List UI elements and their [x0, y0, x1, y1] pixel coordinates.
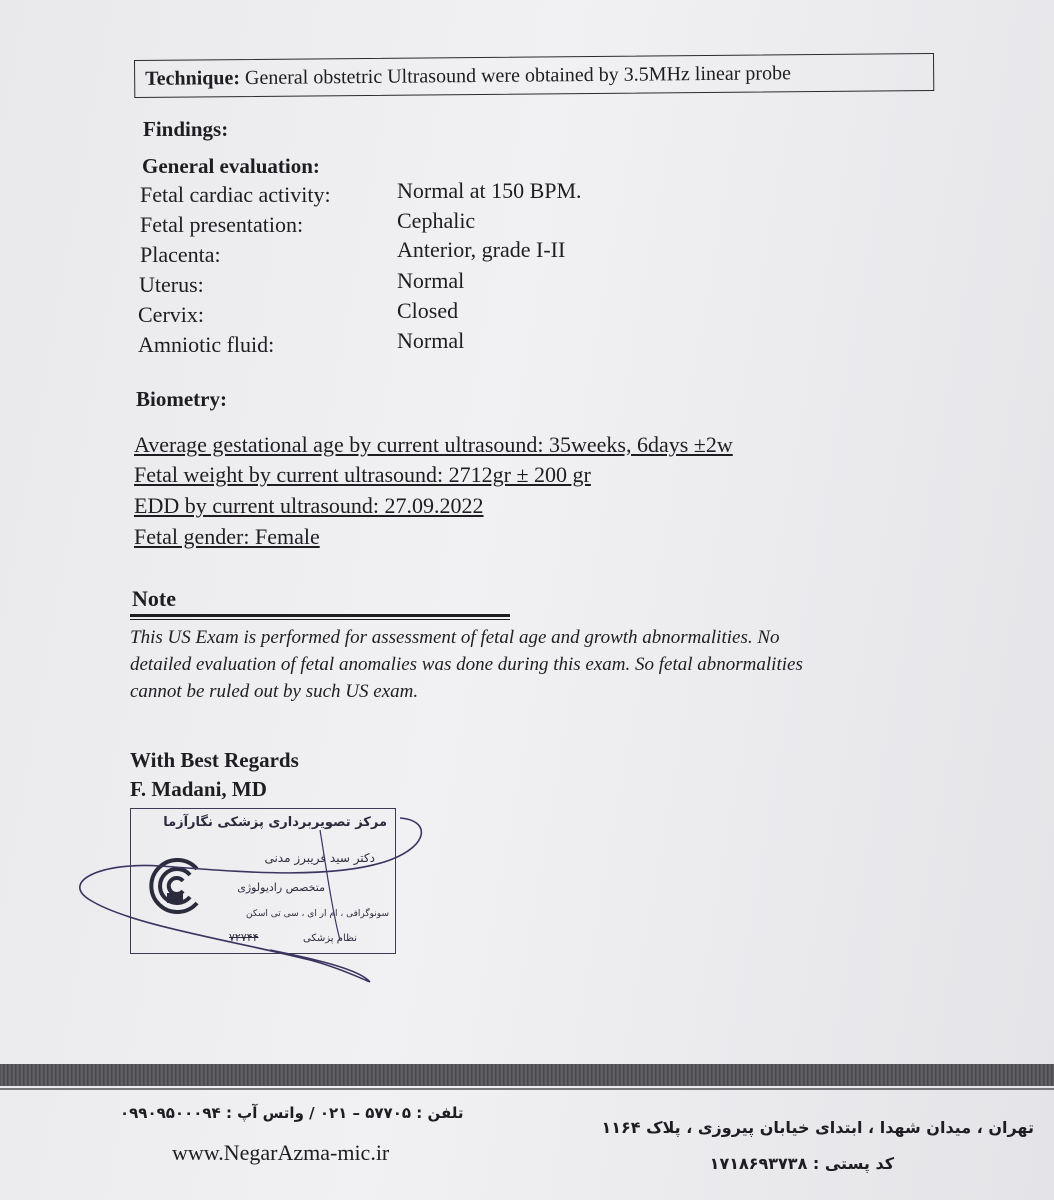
note-line: cannot be ruled out by such US exam. — [130, 681, 419, 702]
biometry-title: Biometry: — [136, 387, 227, 411]
row-label: Fetal presentation: — [140, 212, 304, 237]
footer-divider — [0, 1088, 1054, 1090]
row-label: Cervix: — [138, 302, 204, 327]
row-value: Anterior, grade I-II — [397, 237, 566, 262]
row-label: Fetal cardiac activity: — [140, 182, 331, 207]
technique-label: Technique: — [145, 67, 241, 90]
stamp-center-name: مرکز تصویربرداری پزشکی نگارآزما — [163, 815, 387, 830]
general-evaluation-title: General evaluation: — [142, 154, 320, 178]
biometry-line: Average gestational age by current ultrasound: 35weeks, 6days ±2w — [134, 432, 733, 457]
row-value: Cephalic — [397, 208, 476, 233]
row-label: Amniotic fluid: — [138, 332, 275, 357]
note-divider-thin — [130, 619, 510, 620]
note-text — [130, 624, 930, 705]
note-line: This US Exam is performed for assessment of fetal age and growth abnormalities. No — [130, 627, 780, 648]
biometry-line: EDD by current ultrasound: 27.09.2022 — [134, 493, 484, 518]
note-line: detailed evaluation of fetal anomalies was done during this exam. So fetal abnormalities — [130, 654, 803, 675]
row-value: Normal — [397, 328, 465, 353]
row-label: Uterus: — [139, 272, 204, 297]
regards-text: With Best Regards — [130, 748, 299, 772]
footer-phone: تلفن : ۵۷۷۰۵ – ۰۲۱ / واتس آپ : ۰۹۹۰۹۵۰۰۰۹۴ — [120, 1104, 464, 1122]
stamp-registry-number: ۷۲۷۴۴ — [229, 931, 259, 944]
row-label: Placenta: — [140, 242, 221, 267]
row-value: Normal at 150 BPM. — [397, 178, 582, 203]
note-title: Note — [132, 586, 176, 611]
note-divider — [130, 614, 510, 617]
biometry-line: Fetal weight by current ultrasound: 2712gr ± 200 gr — [134, 462, 591, 487]
footer-postal-code: کد پستی : ۱۷۱۸۶۹۳۷۳۸ — [709, 1154, 894, 1173]
technique-box — [134, 53, 934, 98]
stamp-registry-label: نظام پزشکی — [303, 933, 357, 944]
signature-icon — [70, 790, 450, 990]
stamp-specialty: متخصص رادیولوژی — [237, 881, 325, 894]
footer-bar — [0, 1064, 1054, 1086]
footer-address: تهران ، میدان شهدا ، ابتدای خیابان پیروزی ، پلاک ۱۱۶۴ — [601, 1118, 1034, 1137]
row-value: Closed — [397, 298, 459, 323]
stamp-doctor-name: دکتر سید فریبرز مدنی — [264, 851, 375, 865]
technique-text: General obstetric Ultrasound were obtained by 3.5MHz linear probe — [244, 62, 792, 90]
findings-title: Findings: — [143, 117, 229, 141]
footer-website: www.NegarAzma-mic.ir — [172, 1140, 390, 1165]
biometry-line: Fetal gender: Female — [134, 524, 320, 549]
row-value: Normal — [397, 268, 465, 293]
stamp-services: سونوگرافی ، ام ار ای ، سی تی اسکن — [246, 909, 389, 919]
doctor-name: F. Madani, MD — [130, 777, 267, 801]
